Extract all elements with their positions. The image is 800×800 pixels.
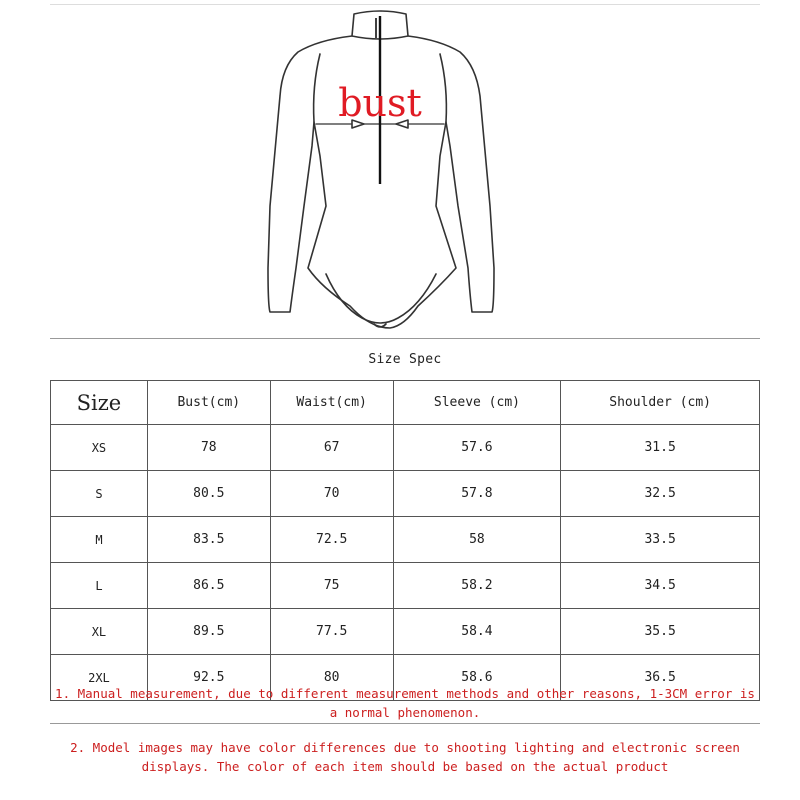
cell-sleeve: 58.2 [393,563,561,609]
table-row [51,609,760,655]
cell-size: S [51,471,148,517]
cell-waist: 75 [270,563,393,609]
header-waist: Waist(cm) [270,381,393,425]
cell-waist: 80 [270,655,393,701]
cell-waist: 72.5 [270,517,393,563]
spec-title: Size Spec [368,352,442,367]
cell-sleeve: 57.8 [393,471,561,517]
bust-label: bust [338,81,422,125]
cell-size: XL [51,609,148,655]
cell-bust: 86.5 [147,563,270,609]
cell-bust: 80.5 [147,471,270,517]
size-table [50,380,760,701]
spec-divider [50,338,760,339]
cell-bust: 83.5 [147,517,270,563]
cell-shoulder: 35.5 [561,609,760,655]
cell-waist: 77.5 [270,609,393,655]
header-shoulder: Shoulder (cm) [561,381,760,425]
table-row [51,563,760,609]
header-bust: Bust(cm) [147,381,270,425]
cell-sleeve: 58.6 [393,655,561,701]
header-size: Size [51,381,148,425]
cell-shoulder: 34.5 [561,563,760,609]
cell-size: XS [51,425,148,471]
cell-bust: 92.5 [147,655,270,701]
notes-divider [50,723,760,724]
cell-size: 2XL [51,655,148,701]
top-divider [50,4,760,5]
table-row [51,425,760,471]
cell-bust: 89.5 [147,609,270,655]
table-row [51,517,760,563]
cell-bust: 78 [147,425,270,471]
cell-waist: 70 [270,471,393,517]
cell-size: M [51,517,148,563]
bodysuit-outline-icon [240,6,500,336]
header-sleeve: Sleeve (cm) [393,381,561,425]
cell-size: L [51,563,148,609]
table-row [51,471,760,517]
cell-sleeve: 58.4 [393,609,561,655]
note-measurement: 1. Manual measurement, due to different measurement methods and other reasons, 1-3CM error is a normal phenomenon. [55,686,755,720]
cell-shoulder: 33.5 [561,517,760,563]
table-header-row [51,381,760,425]
cell-shoulder: 36.5 [561,655,760,701]
cell-sleeve: 58 [393,517,561,563]
cell-shoulder: 32.5 [561,471,760,517]
cell-waist: 67 [270,425,393,471]
bodysuit-figure [240,6,500,336]
cell-shoulder: 31.5 [561,425,760,471]
note-color-difference: 2. Model images may have color differences due to shooting lighting and electronic screen displays. The color of each item should be based on the actual product [70,740,740,774]
cell-sleeve: 57.6 [393,425,561,471]
